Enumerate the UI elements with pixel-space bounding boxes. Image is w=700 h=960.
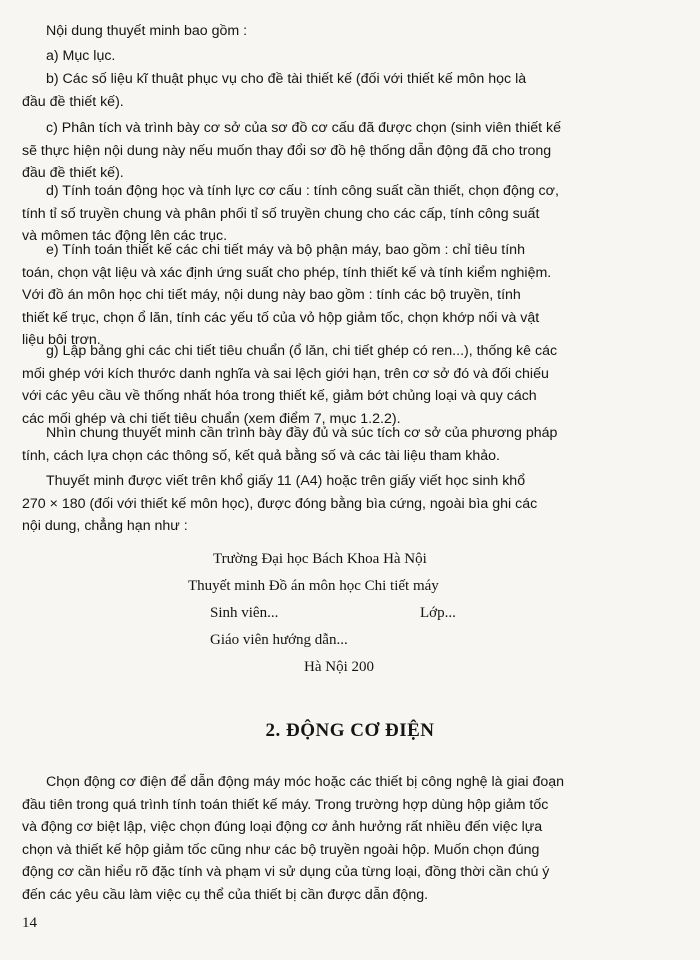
item-d-line: và mômen tác động lên các trục. (22, 228, 228, 245)
section-body-line: Chọn động cơ điện để dẫn động máy móc hoặc các thiết bị công nghệ là giai đoạn (46, 774, 565, 790)
item-e-line: thiết kế trục, chọn ổ lăn, tính các yếu tố của vỏ hộp giảm tốc, chọn khớp nối và vật (22, 309, 540, 326)
intro-text: Nội dung thuyết minh bao gồm : (46, 23, 248, 39)
item-b-line: b) Các số liệu kĩ thuật phục vụ cho đề tài thiết kế (đối với thiết kế môn học là (46, 71, 527, 87)
item-e-line: liệu bôi trơn. (22, 332, 101, 349)
item-d (22, 180, 678, 248)
cover-university: Trường Đại học Bách Khoa Hà Nội (213, 551, 427, 567)
section-body (22, 771, 678, 907)
summary-line: tính, cách lựa chọn các thông số, kết quả bằng số và các tài liệu tham khảo. (22, 447, 500, 464)
cover-advisor: Giáo viên hướng dẫn... (210, 632, 348, 648)
summary-paragraph (22, 422, 678, 467)
cover-student: Sinh viên... (210, 605, 279, 621)
item-a-text: a) Mục lục. (46, 48, 116, 64)
item-e (22, 239, 678, 352)
section-heading: 2. ĐỘNG CƠ ĐIỆN (265, 720, 435, 741)
item-b (22, 68, 678, 113)
item-e-line: toán, chọn vật liệu và xác định ứng suất cho phép, tính thiết kế và tính kiểm nghiệm. (22, 264, 552, 281)
intro-line (46, 20, 700, 43)
item-g-line: g) Lập bảng ghi các chi tiết tiêu chuẩn (ổ lăn, chi tiết ghép có ren...), thống kê các (46, 343, 558, 359)
format-paragraph (22, 470, 678, 538)
item-g-line: các mối ghép và chi tiết tiêu chuẩn (xem điểm 7, mục 1.2.2). (22, 410, 401, 427)
format-line: Thuyết minh được viết trên khổ giấy 11 (A4) hoặc trên giấy viết học sinh khổ (46, 473, 526, 489)
item-b-line: đầu đề thiết kế). (22, 93, 124, 110)
section-body-line: đến các yêu cầu làm việc cụ thể của thiết bị cần được dẫn động. (22, 886, 429, 903)
item-d-line: tính tỉ số truyền chung và phân phối tỉ số truyền chung cho các cấp, tính công suất (22, 205, 540, 222)
section-body-line: động cơ cần hiểu rõ đặc tính và phạm vi sử dụng của từng loại, đồng thời cần chú ý (22, 864, 550, 881)
cover-title: Thuyết minh Đồ án môn học Chi tiết máy (188, 578, 439, 594)
format-line: nội dung, chẳng hạn như : (22, 518, 188, 535)
section-body-line: đầu tiên trong quá trình tính toán thiết kế máy. Trong trường hợp dùng hộp giảm tốc (22, 796, 549, 813)
summary-line: Nhìn chung thuyết minh cần trình bày đầy đủ và súc tích cơ sở của phương pháp (46, 425, 558, 441)
format-line: 270 × 180 (đối với thiết kế môn học), được đóng bằng bìa cứng, ngoài bìa ghi các (22, 495, 538, 512)
item-e-line: e) Tính toán thiết kế các chi tiết máy và bộ phận máy, bao gồm : chỉ tiêu tính (46, 242, 525, 258)
item-c-line: c) Phân tích và trình bày cơ sở của sơ đồ cơ cấu đã được chọn (sinh viên thiết kế (46, 120, 561, 136)
section-body-line: và động cơ biệt lập, việc chọn đúng loại động cơ ảnh hưởng rất nhiều đến việc lựa (22, 819, 543, 836)
section-body-line: chọn và thiết kế hộp giảm tốc cũng như các bộ truyền ngoài hộp. Muốn chọn đúng (22, 841, 540, 858)
item-a (46, 45, 700, 68)
item-c (22, 117, 678, 185)
page-number: 14 (22, 915, 37, 931)
cover-class: Lớp... (420, 605, 456, 621)
item-g (22, 340, 678, 430)
item-d-line: d) Tính toán động học và tính lực cơ cấu : tính công suất cần thiết, chọn động cơ, (46, 183, 559, 199)
item-c-line: sẽ thực hiện nội dung này nếu muốn thay đổi sơ đồ hệ thống dẫn động đã cho trong (22, 142, 552, 159)
item-g-line: với các yêu cầu về thống nhất hóa trong thiết kế, giảm bớt chủng loại và quy cách (22, 388, 537, 405)
item-c-line: đầu đề thiết kế). (22, 165, 124, 182)
item-g-line: mối ghép với kích thước danh nghĩa và sai lệch giới hạn, trên cơ sở đó và đối chiếu (22, 365, 549, 382)
cover-place-year: Hà Nội 200 (304, 659, 374, 675)
item-e-line: Với đồ án môn học chi tiết máy, nội dung này bao gồm : tính các bộ truyền, tính (22, 287, 521, 304)
